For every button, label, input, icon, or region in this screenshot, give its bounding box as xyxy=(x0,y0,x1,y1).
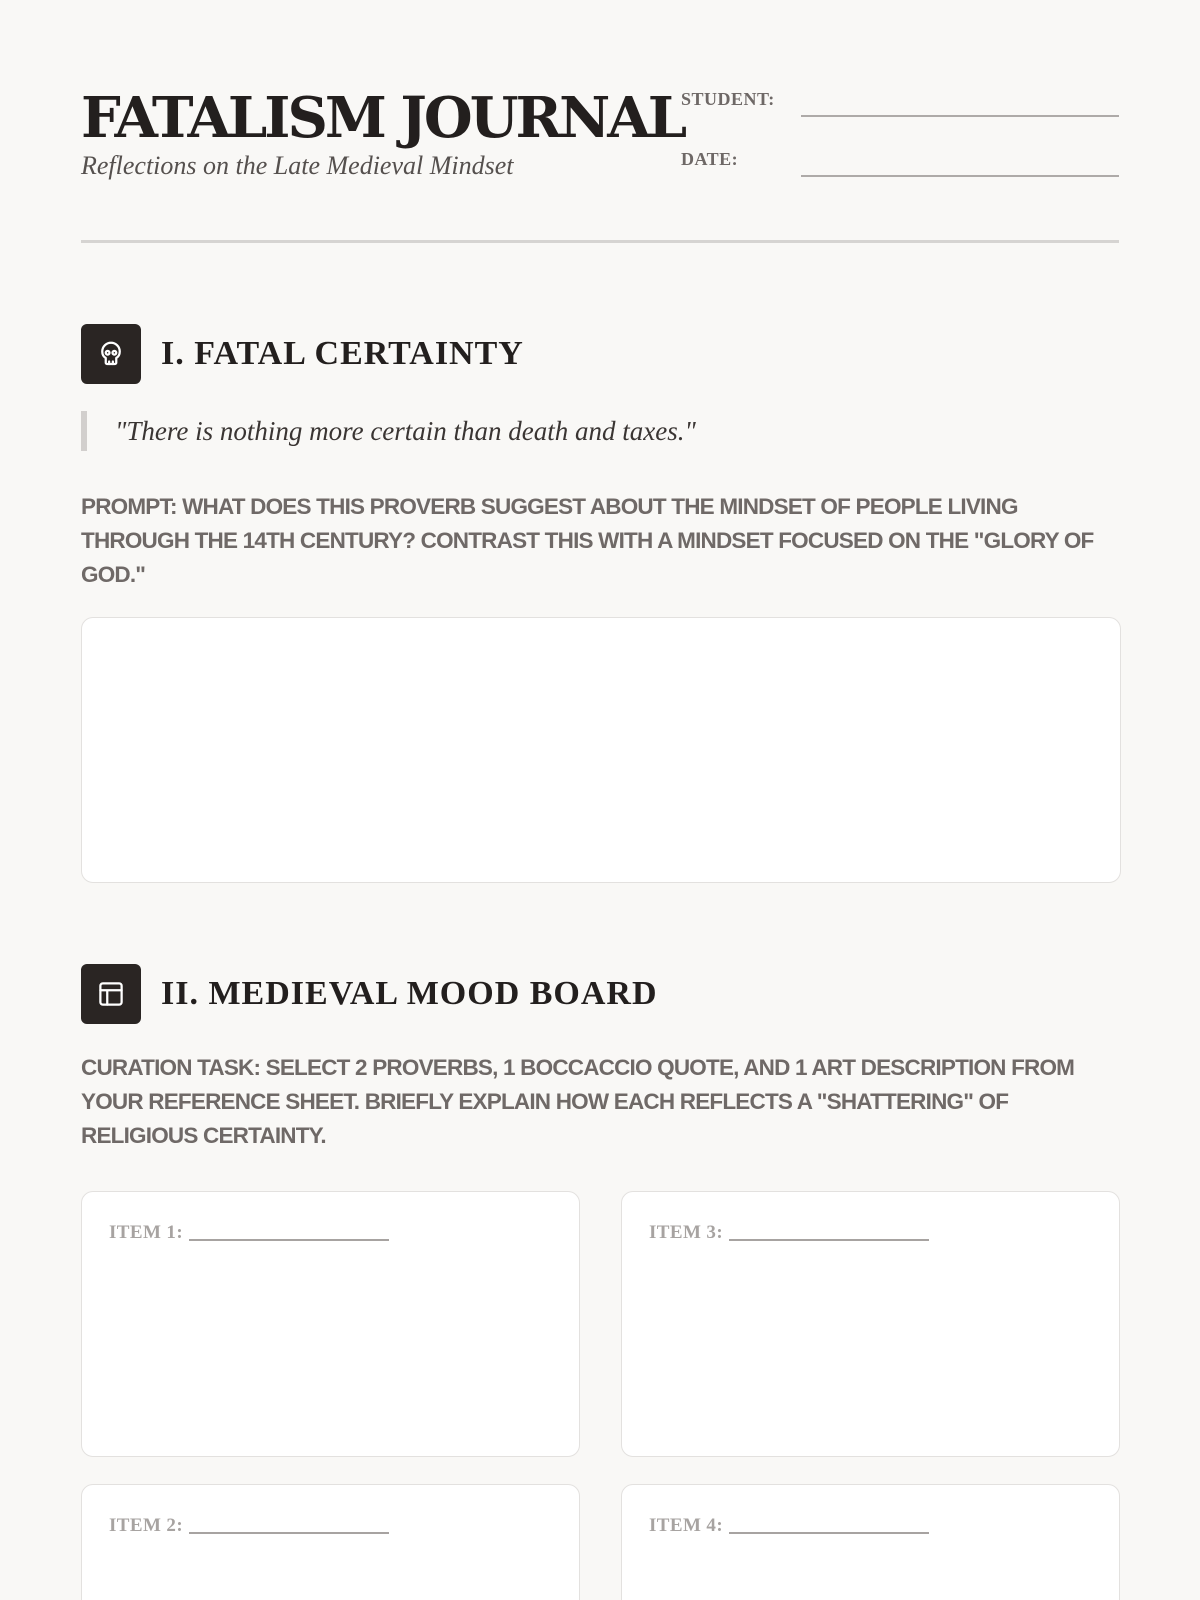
skull-icon xyxy=(81,324,141,384)
page-title: FATALISM JOURNAL xyxy=(81,85,685,151)
page-subtitle: Reflections on the Late Medieval Mindset xyxy=(81,151,514,180)
item-label xyxy=(649,1222,929,1244)
item-input-line[interactable] xyxy=(729,1532,929,1534)
item-label xyxy=(649,1515,929,1537)
date-field[interactable] xyxy=(681,147,1119,177)
student-input-line[interactable] xyxy=(801,115,1119,117)
date-input-line[interactable] xyxy=(801,175,1119,177)
item-label-text: ITEM 3: xyxy=(649,1222,724,1243)
item-input-line[interactable] xyxy=(189,1532,389,1534)
item-input-line[interactable] xyxy=(189,1239,389,1241)
date-label: DATE: xyxy=(681,149,739,169)
student-label: STUDENT: xyxy=(681,89,775,109)
item-label-text: ITEM 2: xyxy=(109,1515,184,1536)
item-label-text: ITEM 4: xyxy=(649,1515,724,1536)
response-textarea[interactable] xyxy=(81,617,1121,883)
page-header xyxy=(81,0,1119,243)
proverb-quote: "There is nothing more certain than death and taxes." xyxy=(81,411,696,451)
mood-board-item-card[interactable] xyxy=(81,1484,580,1600)
item-input-line[interactable] xyxy=(729,1239,929,1241)
section-prompt: PROMPT: WHAT DOES THIS PROVERB SUGGEST ABOUT THE MINDSET OF PEOPLE LIVING THROUGH THE 14TH CENTURY? CONTRAST THIS WITH A MINDSET FOCUSED ON THE "GLORY OF GOD." xyxy=(81,494,1094,587)
layout-icon xyxy=(81,964,141,1024)
student-field[interactable] xyxy=(681,87,1119,117)
section-title: II. MEDIEVAL MOOD BOARD xyxy=(161,975,658,1012)
section-mood-board-heading xyxy=(81,964,658,1024)
item-label-text: ITEM 1: xyxy=(109,1222,184,1243)
section-fatal-certainty-heading xyxy=(81,324,524,384)
mood-board-item-card[interactable] xyxy=(81,1191,580,1457)
item-label xyxy=(109,1515,389,1537)
mood-board-item-card[interactable] xyxy=(621,1484,1120,1600)
mood-board-item-card[interactable] xyxy=(621,1191,1120,1457)
item-label xyxy=(109,1222,389,1244)
curation-task-prompt: CURATION TASK: SELECT 2 PROVERBS, 1 BOCCACCIO QUOTE, AND 1 ART DESCRIPTION FROM YOUR REFERENCE SHEET. BRIEFLY EXPLAIN HOW EACH REFLECTS A "SHATTERING" OF RELIGIOUS CERTAINTY. xyxy=(81,1055,1075,1148)
section-title: I. FATAL CERTAINTY xyxy=(161,335,524,372)
